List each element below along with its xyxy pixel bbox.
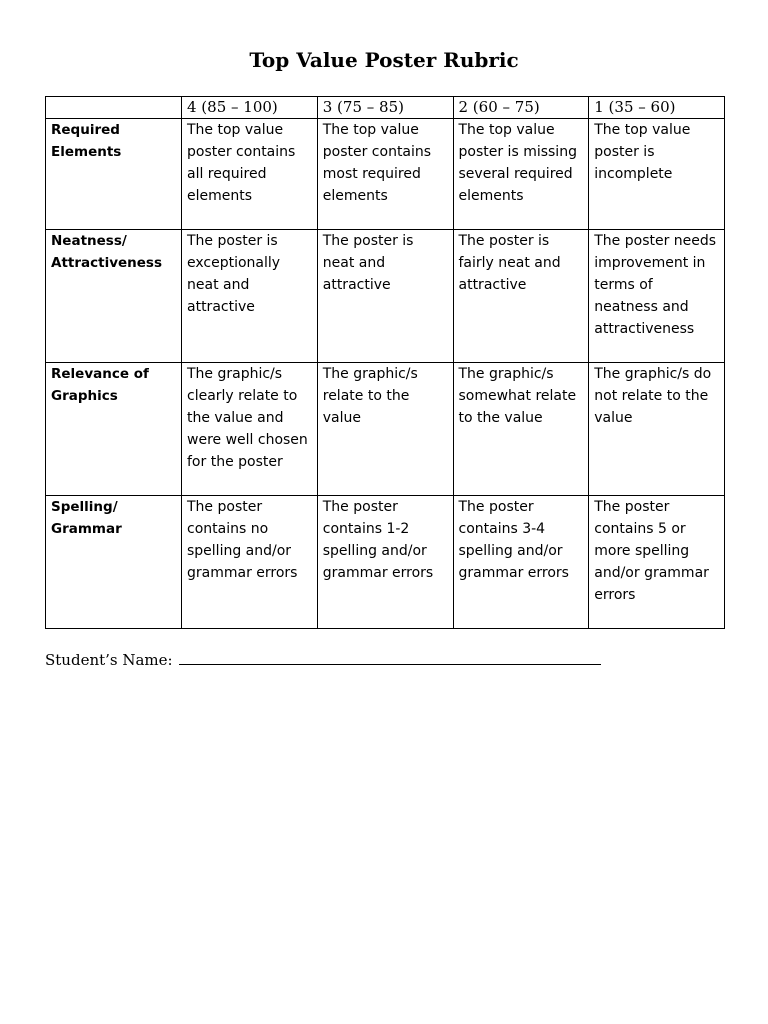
table-header-row [46, 97, 725, 119]
table-cell: The graphic/s relate to the value [317, 363, 453, 496]
header-cell-score-2: 2 (60 – 75) [453, 97, 589, 119]
table-cell: The poster contains 5 or more spelling and/or grammar errors [589, 496, 725, 629]
page-title: Top Value Poster Rubric [249, 48, 519, 72]
table-row [46, 230, 725, 363]
header-cell-score-1: 1 (35 – 60) [589, 97, 725, 119]
criterion-label: Relevance of Graphics [46, 363, 182, 496]
table-cell: The poster contains no spelling and/or grammar errors [182, 496, 318, 629]
table-cell: The poster contains 1-2 spelling and/or grammar errors [317, 496, 453, 629]
table-cell: The graphic/s somewhat relate to the value [453, 363, 589, 496]
criterion-label: Neatness/ Attractiveness [46, 230, 182, 363]
header-cell-empty [46, 97, 182, 119]
criterion-label: Required Elements [46, 119, 182, 230]
student-name-label: Student’s Name: [45, 651, 173, 669]
table-cell: The top value poster contains most required elements [317, 119, 453, 230]
table-row [46, 119, 725, 230]
table-row [46, 363, 725, 496]
table-cell: The poster needs improvement in terms of neatness and attractiveness [589, 230, 725, 363]
rubric-table [45, 96, 725, 629]
header-cell-score-3: 3 (75 – 85) [317, 97, 453, 119]
table-cell: The poster contains 3-4 spelling and/or grammar errors [453, 496, 589, 629]
table-cell: The poster is neat and attractive [317, 230, 453, 363]
student-name-field [45, 649, 601, 669]
criterion-label: Spelling/ Grammar [46, 496, 182, 629]
student-name-blank-line[interactable] [179, 649, 601, 665]
table-cell: The poster is exceptionally neat and attractive [182, 230, 318, 363]
table-cell: The top value poster is incomplete [589, 119, 725, 230]
table-cell: The graphic/s clearly relate to the value and were well chosen for the poster [182, 363, 318, 496]
table-row [46, 496, 725, 629]
table-cell: The top value poster is missing several required elements [453, 119, 589, 230]
table-cell: The graphic/s do not relate to the value [589, 363, 725, 496]
header-cell-score-4: 4 (85 – 100) [182, 97, 318, 119]
table-cell: The top value poster contains all required elements [182, 119, 318, 230]
table-cell: The poster is fairly neat and attractive [453, 230, 589, 363]
